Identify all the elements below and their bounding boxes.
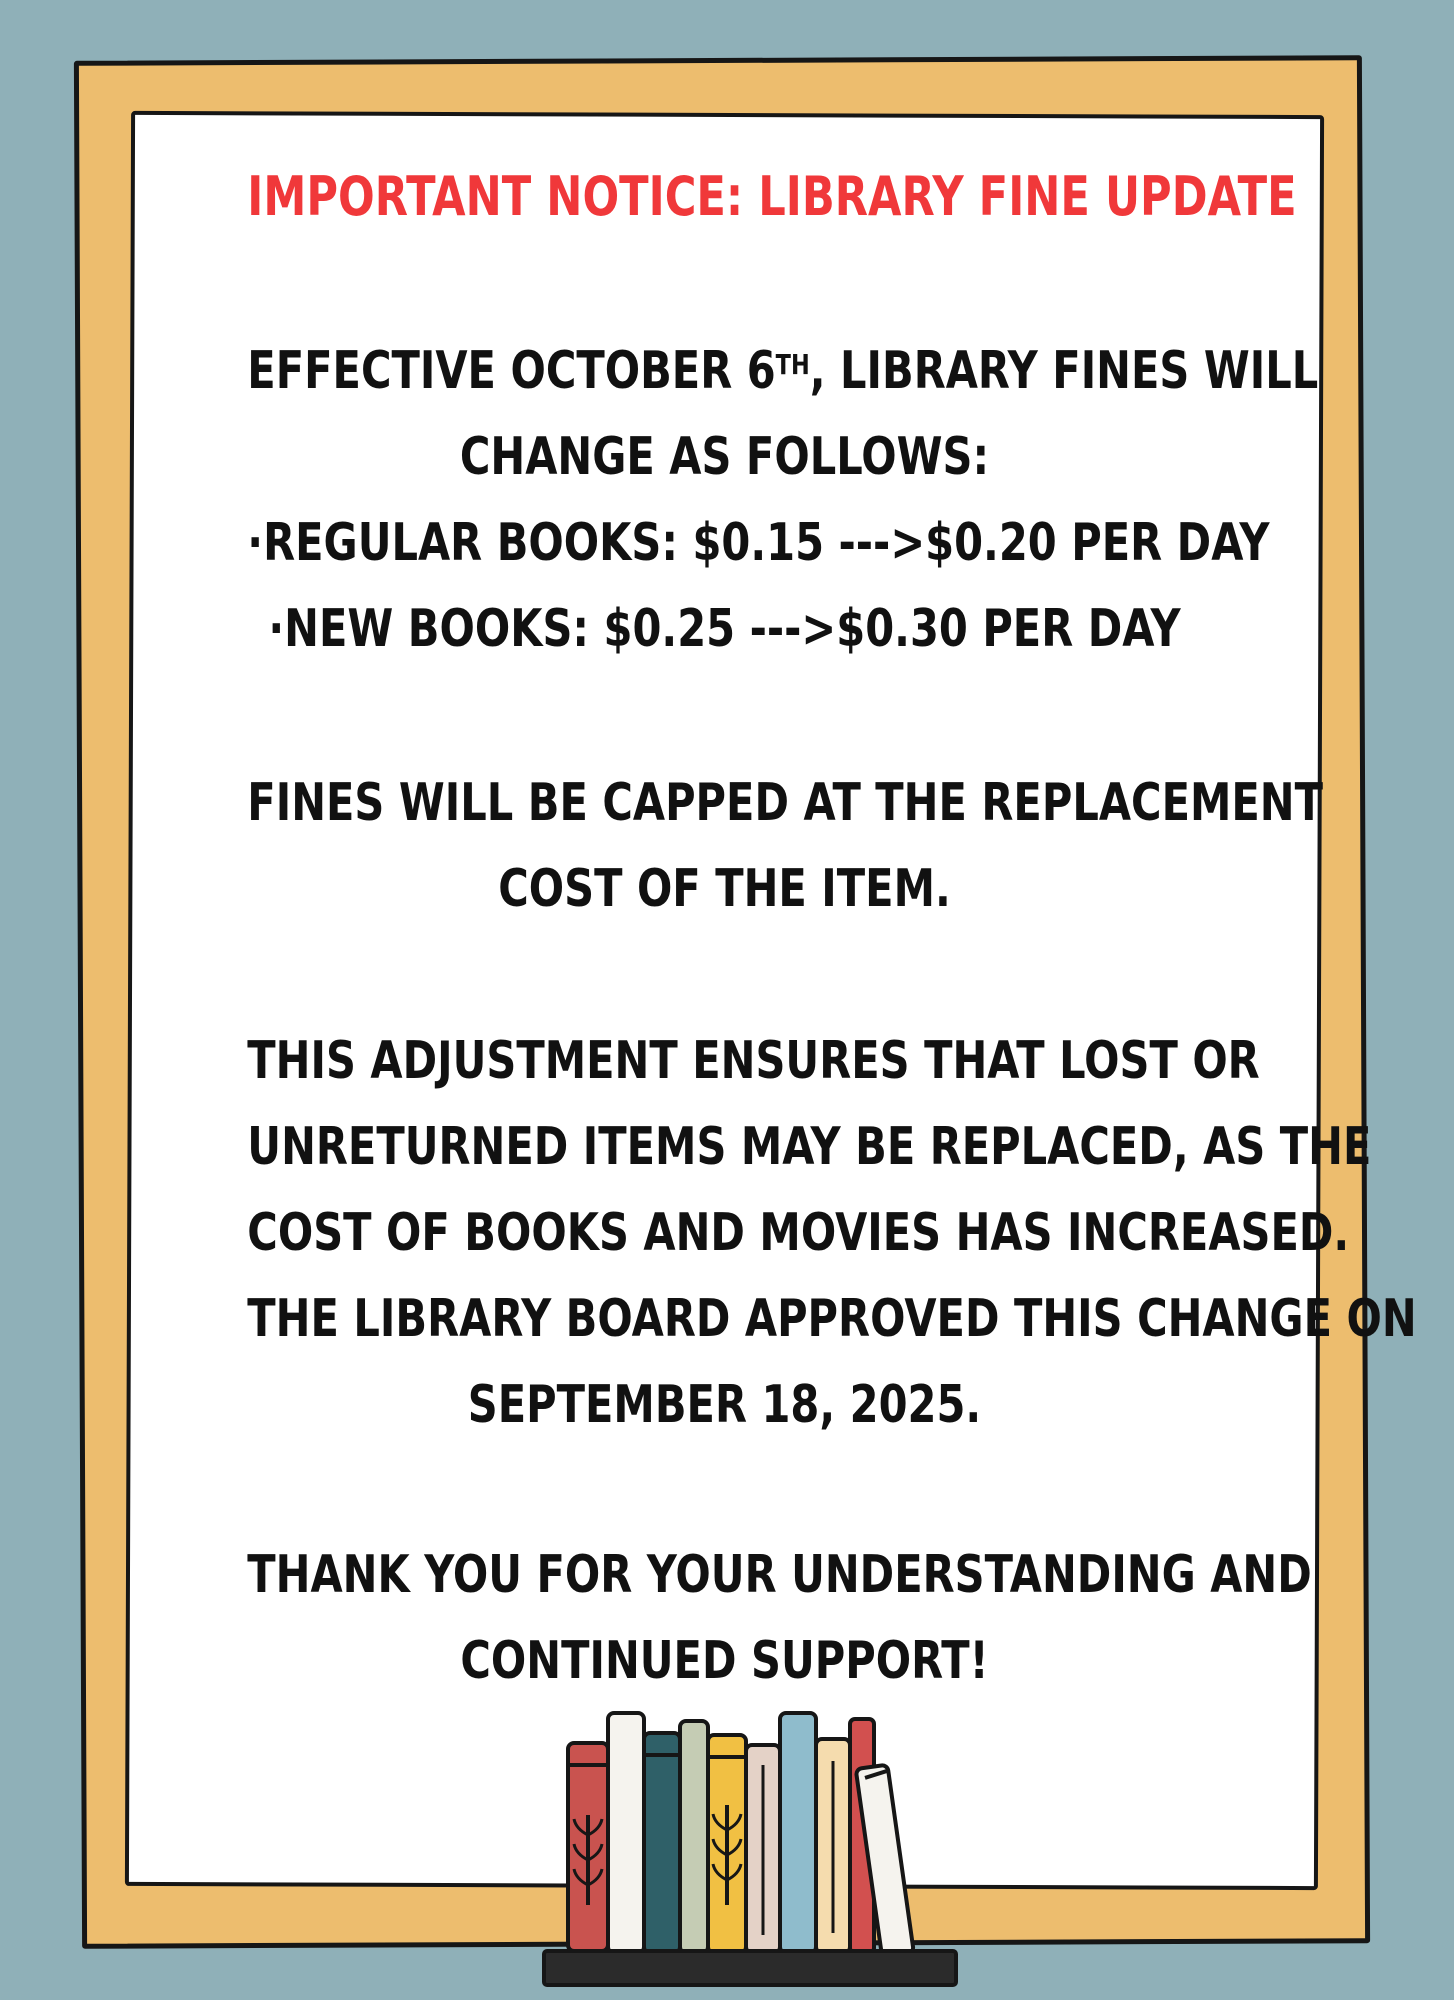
cap-line-2: COST OF THE ITEM. [498, 859, 951, 919]
regular-books-fine: ·REGULAR BOOKS: $0.15 --->$0.20 PER DAY [247, 513, 1270, 573]
reason-line-1: THIS ADJUSTMENT ENSURES THAT LOST OR [247, 1031, 1260, 1091]
effective-date-line-1 [247, 328, 1319, 414]
ordinal-suffix: TH [775, 348, 810, 381]
reason-line-2: UNRETURNED ITEMS MAY BE REPLACED, AS THE [247, 1117, 1372, 1177]
reason-line-3: COST OF BOOKS AND MOVIES HAS INCREASED. [247, 1203, 1350, 1263]
effective-date-line-2: CHANGE AS FOLLOWS: [459, 427, 990, 487]
effective-date-text: EFFECTIVE OCTOBER 6 [247, 341, 776, 401]
notice-title: IMPORTANT NOTICE: LIBRARY FINE UPDATE [247, 165, 1297, 228]
thanks-line-2: CONTINUED SUPPORT! [460, 1631, 989, 1691]
new-books-fine: ·NEW BOOKS: $0.25 --->$0.30 PER DAY [268, 599, 1181, 659]
reason-line-4: THE LIBRARY BOARD APPROVED THIS CHANGE ON [247, 1289, 1417, 1349]
thanks-line-1: THANK YOU FOR YOUR UNDERSTANDING AND [247, 1545, 1312, 1605]
bookshelf-icon [540, 1705, 960, 1995]
reason-line-5: SEPTEMBER 18, 2025. [467, 1375, 982, 1435]
effective-date-text-after: , LIBRARY FINES WILL [809, 341, 1319, 401]
cap-line-1: FINES WILL BE CAPPED AT THE REPLACEMENT [247, 773, 1323, 833]
